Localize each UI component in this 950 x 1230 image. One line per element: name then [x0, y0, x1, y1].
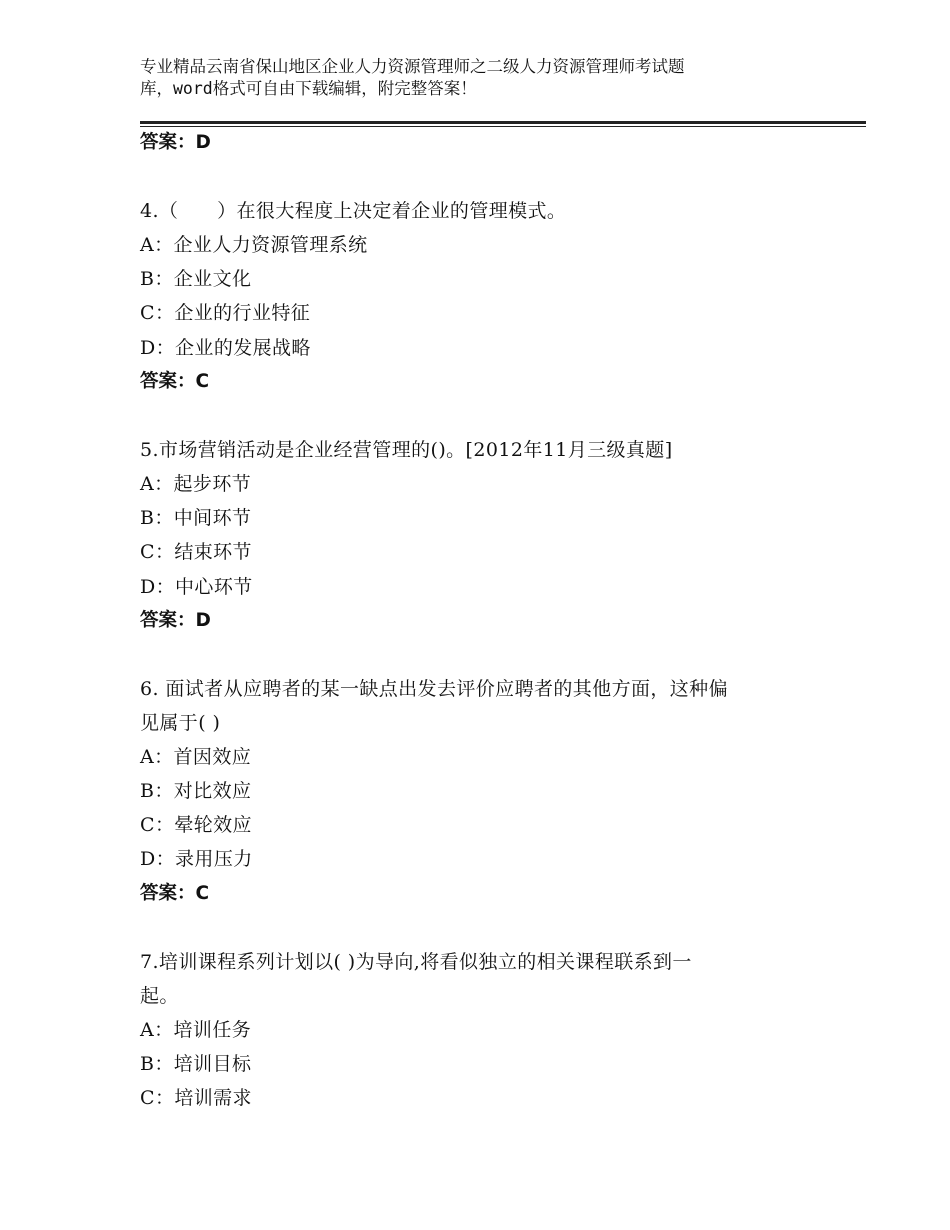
question-6-option-d: D：录用压力	[140, 848, 253, 870]
question-6-option-a: A：首因效应	[140, 746, 252, 768]
question-5-option-b: B：中间环节	[140, 507, 252, 529]
question-7-option-b: B：培训目标	[140, 1053, 252, 1075]
question-7-option-a: A：培训任务	[140, 1019, 252, 1041]
question-6-option-b: B：对比效应	[140, 780, 252, 802]
question-4-option-b: B：企业文化	[140, 268, 252, 290]
question-5-option-a: A：起步环节	[140, 473, 252, 495]
question-4-option-d: D：企业的发展战略	[140, 337, 311, 359]
question-7-stem-line-2: 起。	[140, 985, 179, 1007]
document-header	[140, 56, 840, 100]
question-4-option-a: A：企业人力资源管理系统	[140, 234, 368, 256]
header-line-2: 库，word格式可自由下载编辑，附完整答案！	[140, 79, 477, 98]
header-line-1: 专业精品云南省保山地区企业人力资源管理师之二级人力资源管理师考试题	[140, 57, 685, 76]
answer-line: 答案：D	[140, 132, 211, 153]
question-7-option-c: C：培训需求	[140, 1087, 252, 1109]
question-4-answer: 答案：C	[140, 371, 210, 392]
question-5-answer: 答案：D	[140, 610, 211, 631]
question-7-stem-line-1: 7.培训课程系列计划以( )为导向,将看似独立的相关课程联系到一	[140, 951, 692, 973]
question-5-stem: 5.市场营销活动是企业经营管理的()。[2012年11月三级真题]	[140, 439, 673, 461]
question-6-answer: 答案：C	[140, 883, 210, 904]
question-4-stem: 4.（ ）在很大程度上决定着企业的管理模式。	[140, 200, 567, 222]
question-5-option-d: D：中心环节	[140, 576, 253, 598]
header-divider-thick	[140, 121, 866, 124]
question-6-option-c: C：晕轮效应	[140, 814, 252, 836]
question-4-option-c: C：企业的行业特征	[140, 302, 311, 324]
question-5-option-c: C：结束环节	[140, 541, 252, 563]
header-divider-thin	[140, 126, 866, 127]
question-6-stem-line-2: 见属于( )	[140, 712, 221, 734]
question-6-stem-line-1: 6. 面试者从应聘者的某一缺点出发去评价应聘者的其他方面，这种偏	[140, 678, 728, 700]
